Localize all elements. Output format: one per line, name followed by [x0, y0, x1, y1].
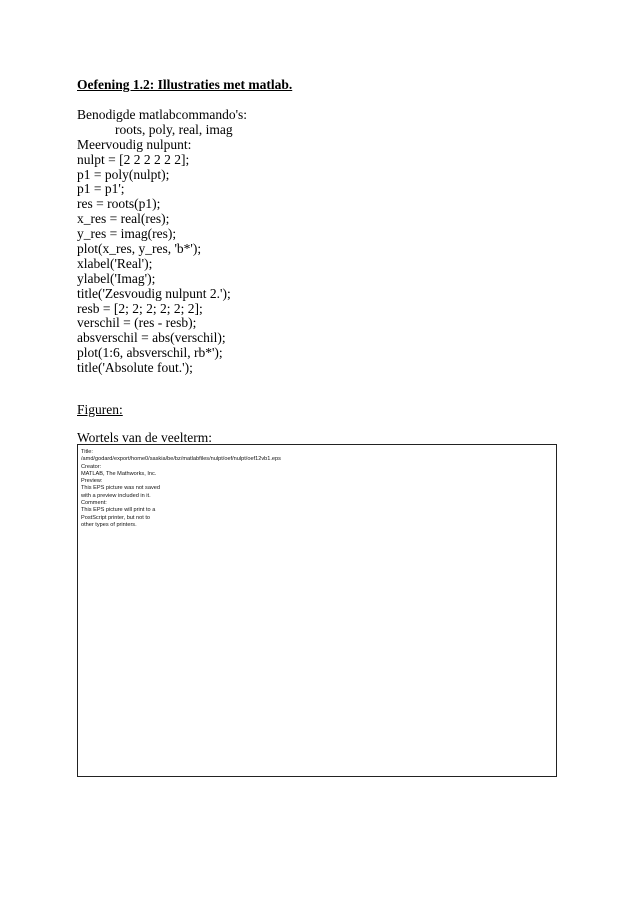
eps-info-line: Comment:	[81, 500, 107, 507]
code-listing	[77, 108, 247, 376]
eps-info-line: Preview:	[81, 478, 103, 485]
listing-line: title('Absolute fout.');	[77, 360, 193, 376]
listing-line: nulpt = [2 2 2 2 2 2];	[77, 151, 190, 167]
figures-heading: Figuren:	[77, 402, 123, 417]
listing-line: verschil = (res - resb);	[77, 315, 197, 331]
listing-line: plot(x_res, y_res, 'b*');	[77, 241, 202, 257]
eps-info-line: other types of printers.	[81, 521, 137, 528]
eps-info-line: Creator:	[81, 463, 102, 470]
eps-info-line: PostScript printer, but not to	[81, 514, 151, 521]
eps-info-line: Title:	[81, 449, 93, 455]
eps-info-line: with a preview included in it.	[81, 492, 151, 499]
listing-line: Benodigde matlabcommando's:	[77, 107, 248, 122]
eps-info-line: /amd/godard/export/home0/saskia/be/bz/matlabfiles/nulpt/oef/nulpt/oef12vb1.eps	[81, 456, 281, 463]
listing-line: p1 = p1';	[77, 181, 125, 197]
listing-line: xlabel('Real');	[77, 255, 153, 271]
eps-info-line: MATLAB, The Mathworks, Inc.	[81, 470, 157, 477]
figure-caption: Wortels van de veelterm:	[77, 430, 212, 445]
listing-line: p1 = poly(nulpt);	[77, 166, 170, 182]
listing-line: res = roots(p1);	[77, 196, 161, 212]
eps-info-line: This EPS picture will print to a	[81, 507, 156, 514]
listing-line: resb = [2; 2; 2; 2; 2; 2];	[77, 300, 203, 316]
listing-line: roots, poly, real, imag	[115, 121, 233, 137]
listing-line: absverschil = abs(verschil);	[77, 330, 226, 346]
eps-placeholder-text	[81, 449, 281, 529]
listing-line: title('Zesvoudig nulpunt 2.');	[77, 285, 231, 301]
listing-line: ylabel('Imag');	[77, 270, 156, 286]
listing-line: x_res = real(res);	[77, 211, 170, 227]
eps-info-line: This EPS picture was not saved	[81, 485, 160, 492]
eps-figure-placeholder	[77, 444, 557, 777]
listing-line: Meervoudig nulpunt:	[77, 136, 192, 152]
listing-line: y_res = imag(res);	[77, 226, 177, 242]
listing-line: plot(1:6, absverschil, rb*');	[77, 345, 223, 361]
exercise-heading: Oefening 1.2: Illustraties met matlab.	[77, 77, 293, 92]
